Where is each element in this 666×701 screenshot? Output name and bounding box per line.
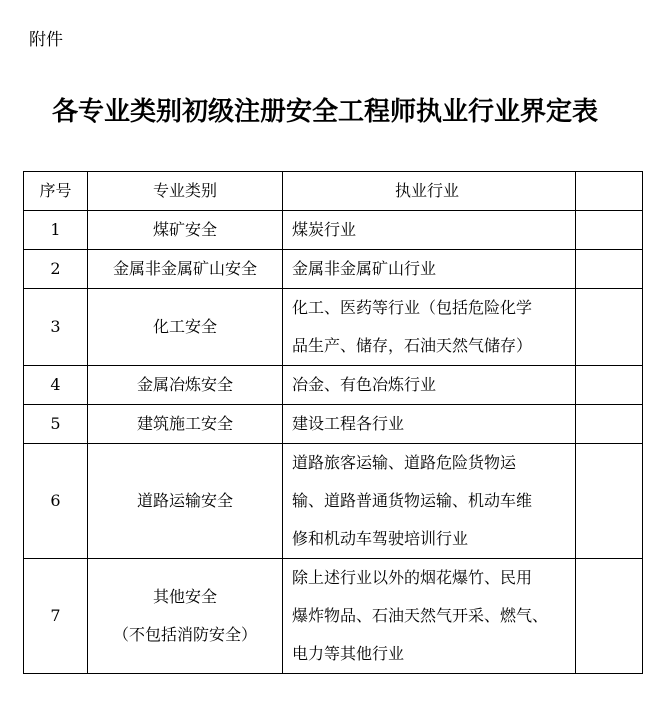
industry-cell [283, 405, 576, 444]
industry-cell [283, 250, 576, 289]
category-line: 化工安全 [152, 317, 217, 336]
table-row [24, 289, 643, 366]
column-header-industry: 执业行业 [283, 172, 576, 211]
blank-cell [576, 405, 643, 444]
industry-line: 电力等其他行业 [292, 644, 405, 663]
column-header-blank [576, 172, 643, 211]
industry-line: 冶金、有色冶炼行业 [292, 375, 437, 394]
category-cell [88, 405, 283, 444]
column-header-category: 专业类别 [88, 172, 283, 211]
blank-cell [576, 250, 643, 289]
category-cell [88, 211, 283, 250]
table-header-row [24, 172, 643, 211]
industry-line: 输、道路普通货物运输、机动车维 [292, 491, 533, 510]
industry-cell [283, 559, 576, 674]
attachment-label: 附件 [29, 30, 63, 50]
category-cell [88, 366, 283, 405]
industry-line: 化工、医药等行业（包括危险化学 [292, 298, 533, 317]
table-row [24, 211, 643, 250]
blank-cell [576, 559, 643, 674]
category-line: 金属非金属矿山安全 [112, 259, 257, 278]
table-row [24, 559, 643, 674]
category-line: 道路运输安全 [136, 491, 233, 510]
industry-definition-table [23, 171, 643, 674]
blank-cell [576, 211, 643, 250]
category-line: （不包括消防安全） [112, 625, 257, 644]
table-row [24, 444, 643, 559]
row-number: 7 [24, 559, 88, 674]
category-line: 煤矿安全 [152, 220, 217, 239]
industry-line: 煤炭行业 [292, 220, 357, 239]
row-number: 3 [24, 289, 88, 366]
industry-cell [283, 289, 576, 366]
row-number: 1 [24, 211, 88, 250]
blank-cell [576, 289, 643, 366]
category-cell [88, 250, 283, 289]
industry-line: 建设工程各行业 [292, 414, 405, 433]
blank-cell [576, 444, 643, 559]
industry-cell [283, 211, 576, 250]
category-line: 建筑施工安全 [136, 414, 233, 433]
document-title: 各专业类别初级注册安全工程师执业行业界定表 [51, 97, 598, 127]
category-cell [88, 289, 283, 366]
blank-cell [576, 366, 643, 405]
industry-line: 金属非金属矿山行业 [292, 259, 437, 278]
industry-cell [283, 444, 576, 559]
row-number: 5 [24, 405, 88, 444]
category-cell [88, 559, 283, 674]
industry-cell [283, 366, 576, 405]
industry-line: 除上述行业以外的烟花爆竹、民用 [292, 568, 533, 587]
category-cell [88, 444, 283, 559]
industry-line: 道路旅客运输、道路危险货物运 [292, 453, 517, 472]
row-number: 6 [24, 444, 88, 559]
industry-line: 爆炸物品、石油天然气开采、燃气、 [292, 606, 549, 625]
industry-line: 修和机动车驾驶培训行业 [292, 529, 469, 548]
category-line: 金属冶炼安全 [136, 375, 233, 394]
column-header-number: 序号 [24, 172, 88, 211]
industry-line: 品生产、储存，石油天然气储存） [292, 336, 533, 355]
row-number: 4 [24, 366, 88, 405]
category-line: 其他安全 [152, 587, 217, 606]
row-number: 2 [24, 250, 88, 289]
table-row [24, 250, 643, 289]
table-row [24, 366, 643, 405]
table-row [24, 405, 643, 444]
